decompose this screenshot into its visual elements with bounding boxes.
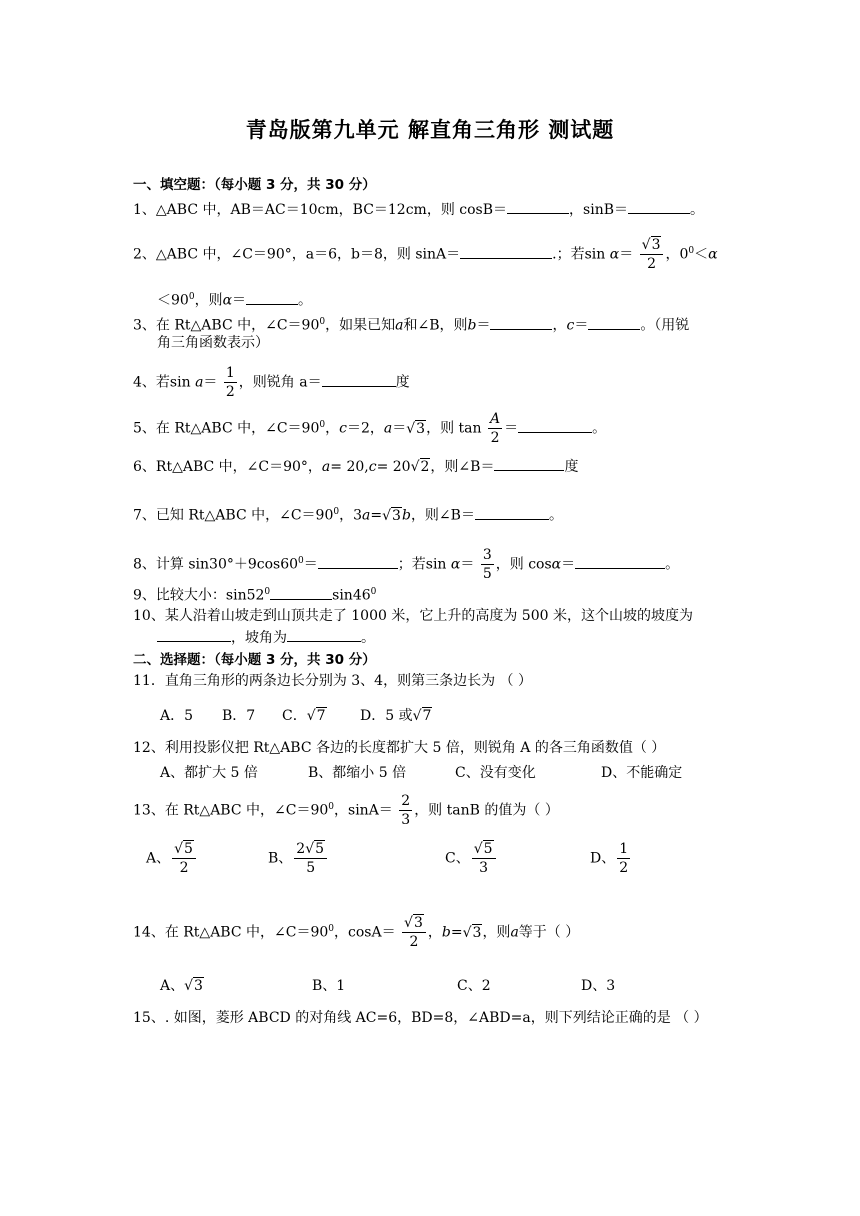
option-d: D、3	[581, 978, 616, 994]
option-a: A．5	[160, 708, 194, 724]
fraction: $\frac{1}{2}$	[225, 365, 235, 400]
question-2-cont: $<90^0$，则α＝ 。	[157, 287, 312, 311]
answer-blank	[575, 554, 665, 569]
answer-blank	[628, 199, 690, 214]
question-10: 10、某人沿着山坡走到山顶共走了 1000 米，它上升的高度为 500 米，这个山坡的坡度为	[133, 608, 693, 624]
answer-blank	[490, 315, 552, 330]
option-c: C．√7	[282, 708, 326, 724]
question-13: 13、在 Rt△ABC 中，$\angle C=90^0$，sinA＝ $\frac{2}{3}$ ，则 tanB 的值为（ ）	[133, 793, 559, 828]
answer-blank	[460, 244, 552, 259]
answer-blank	[475, 505, 549, 520]
answer-blank	[588, 315, 640, 330]
option-d: D、不能确定	[601, 765, 683, 781]
question-2: 2、△ABC 中，∠C＝90°，a＝6，b＝8，则 sinA＝ .；若sin α＝ $\frac{√3}{2}$ ，$0^0<\alpha$	[133, 237, 718, 272]
section-heading-fill-in: 一、填空题：（每小题 3 分，共 30 分）	[133, 177, 376, 193]
question-4: 4、若sin a＝ $\frac{1}{2}$ ，则锐角 a＝ 度	[133, 365, 410, 400]
answer-blank	[157, 627, 231, 642]
option-c: C、 $\frac{√5}{3}$	[445, 840, 498, 877]
question-10-cont: ，坡角为 。	[157, 627, 375, 648]
question-12: 12、利用投影仪把 Rt△ABC 各边的长度都扩大 5 倍，则锐角 A 的各三角函数值（ ）	[133, 740, 666, 756]
option-b: B、1	[312, 978, 346, 994]
option-c: C、没有变化	[455, 765, 536, 781]
question-8: 8、计算 $\sin 30^\circ+9\cos 60^0=$ ；若sin α＝ $\frac{3}{5}$ ，则 cosα＝ 。	[133, 547, 680, 582]
answer-blank	[507, 199, 569, 214]
answer-blank	[322, 372, 396, 387]
answer-blank	[287, 627, 361, 642]
option-b: B、 $\frac{2√5}{5}$	[268, 840, 329, 877]
answer-blank	[494, 456, 564, 471]
question-7: 7、已知 Rt△ABC 中，$\angle C=90^0$，3a=√3b，则∠B＝ 。	[133, 502, 563, 526]
option-d: D．5 或√7	[360, 708, 432, 724]
question-3-cont: 角三角函数表示）	[157, 335, 269, 351]
question-14: 14、在 Rt△ABC 中，$\angle C=90^0$，cosA＝ $\frac{√3}{2}$ ，b=√3，则a等于（ ）	[133, 915, 580, 950]
fraction: $\frac{A}{2}$	[489, 411, 501, 446]
question-5: 5、在 Rt△ABC 中，$\angle C=90^0$，c＝2，a＝√3，则 tan $\frac{A}{2}$ ＝ 。	[133, 411, 607, 446]
option-c: C、2	[457, 978, 491, 994]
answer-blank	[270, 585, 332, 600]
option-a: A、√3	[160, 978, 203, 994]
option-a: A、都扩大 5 倍	[160, 765, 258, 781]
option-b: B、都缩小 5 倍	[308, 765, 407, 781]
answer-blank	[518, 418, 592, 433]
page-title: 青岛版第九单元 解直角三角形 测试题	[245, 118, 615, 142]
option-a: A、 $\frac{√5}{2}$	[146, 840, 198, 877]
question-6: 6、Rt△ABC 中，∠C＝90°，a= 20,c= 20√2，则∠B＝ 度	[133, 456, 578, 477]
question-3: 3、在 Rt△ABC 中，$\angle C=90^0$，如果已知a和∠B，则b＝ ，c＝ 。（用锐	[133, 312, 689, 336]
answer-blank	[246, 290, 298, 305]
section-heading-multiple-choice: 二、选择题：（每小题 3 分，共 30 分）	[133, 652, 376, 668]
fraction: $\frac{3}{5}$	[482, 547, 492, 582]
fraction: $\frac{2}{3}$	[401, 793, 411, 828]
option-b: B．7	[222, 708, 256, 724]
question-11: 11．直角三角形的两条边长分别为 3、4，则第三条边长为 （ ）	[133, 673, 532, 689]
question-9: 9、比较大小：$\sin 52^0$ $\sin 46^0$	[133, 582, 376, 606]
option-d: D、 $\frac{1}{2}$	[590, 841, 629, 876]
question-1: 1、△ABC 中，AB＝AC＝10cm，BC＝12cm，则 cosB＝ ，sinB＝ 。	[133, 199, 704, 220]
fraction: $\frac{√3}{2}$	[640, 236, 664, 273]
fraction: $\frac{√3}{2}$	[402, 914, 426, 951]
answer-blank	[318, 554, 398, 569]
question-15: 15、. 如图，菱形 ABCD 的对角线 AC=6，BD=8，∠ABD=a，则下列结论正确的是 （ ）	[133, 1010, 708, 1026]
